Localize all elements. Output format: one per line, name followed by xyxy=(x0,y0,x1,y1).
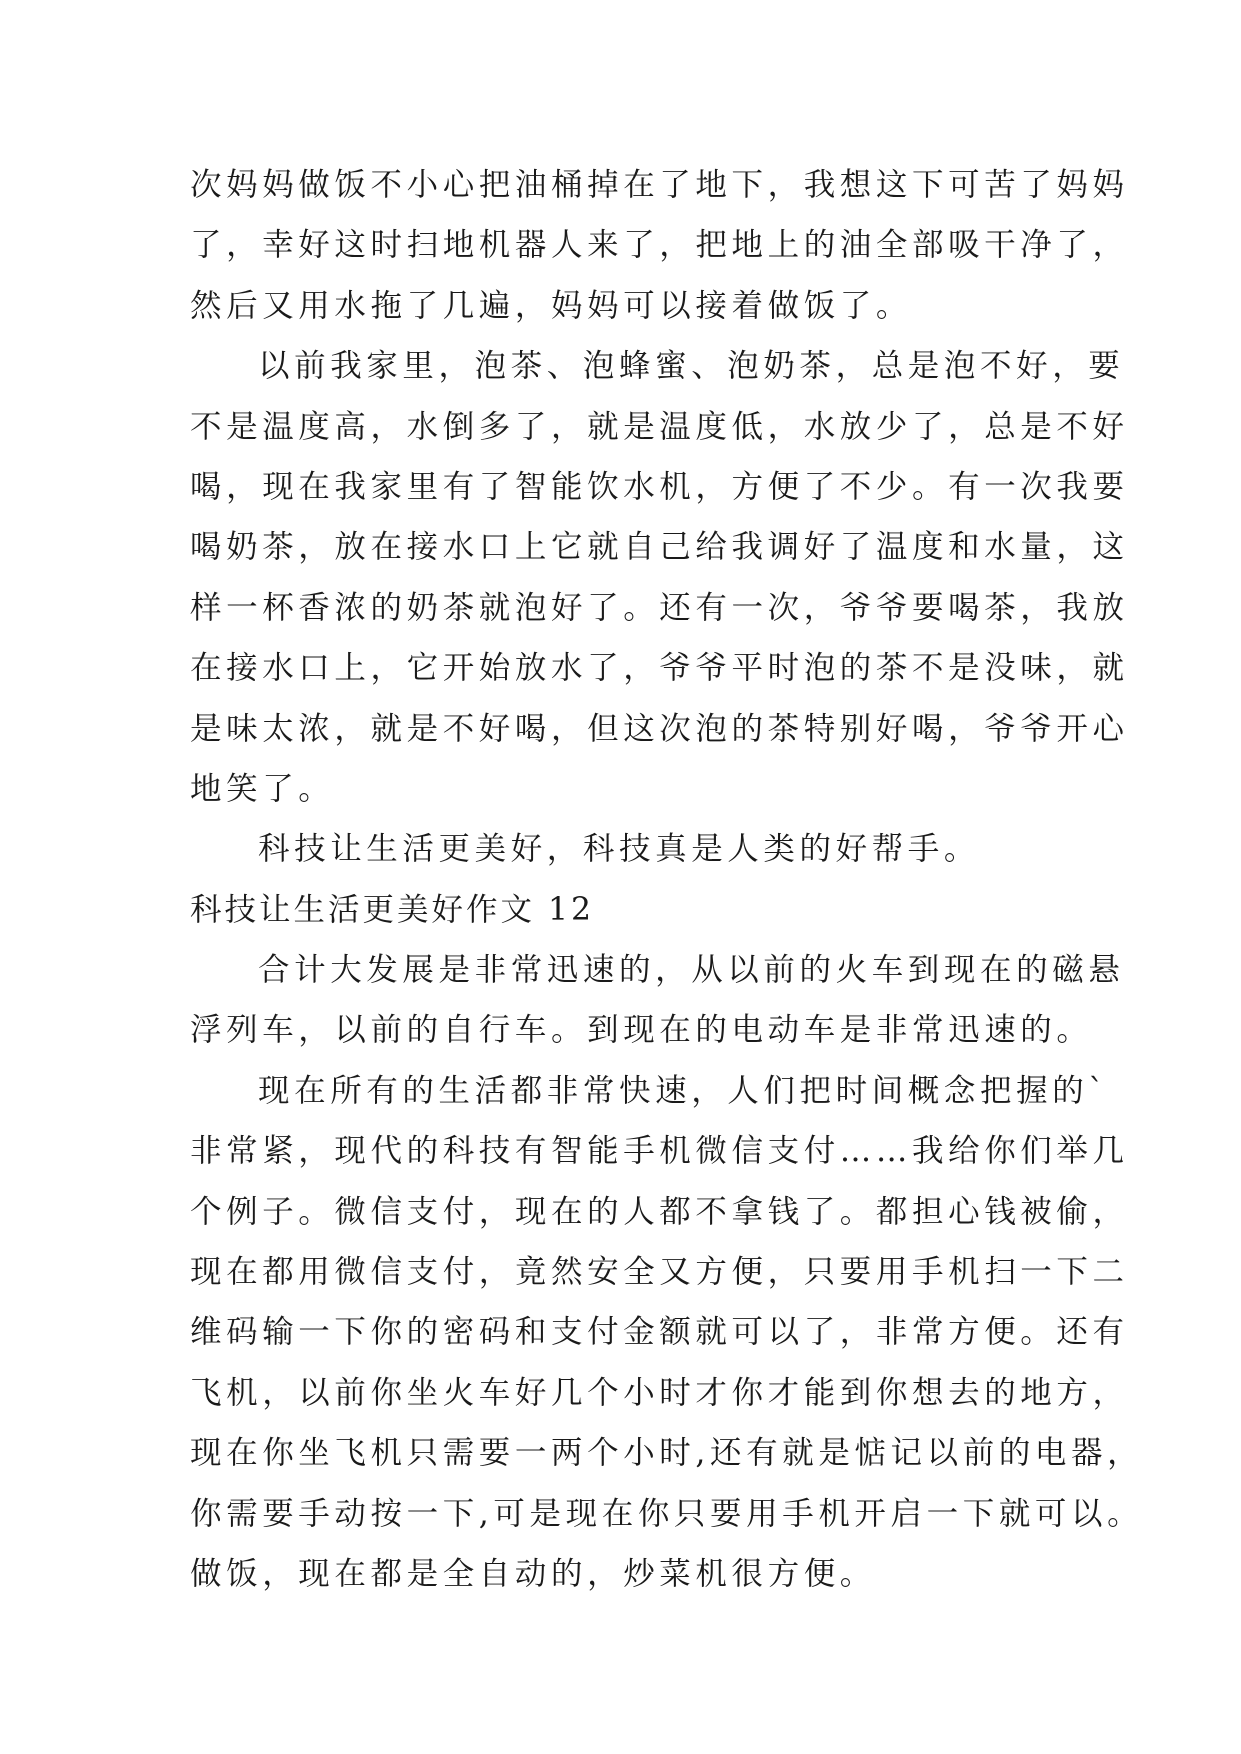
text-line: 浮列车，以前的自行车。到现在的电动车是非常迅速的。 xyxy=(190,1012,1093,1049)
text-line: 然后又用水拖了几遍，妈妈可以接着做饭了。 xyxy=(190,287,913,324)
text-line: 样一杯香浓的奶茶就泡好了。还有一次，爷爷要喝茶，我放 xyxy=(190,589,1129,626)
text-line: 你需要手动按一下,可是现在你只要用手机开启一下就可以。 xyxy=(190,1495,1144,1532)
document-body xyxy=(190,155,1144,1604)
text-line: 不是温度高，水倒多了，就是温度低，水放少了，总是不好 xyxy=(190,408,1129,445)
paragraph-start-line: 以前我家里，泡茶、泡蜂蜜、泡奶茶，总是泡不好，要 xyxy=(258,348,1125,385)
text-line: 非常紧，现代的科技有智能手机微信支付……我给你们举几 xyxy=(190,1133,1129,1170)
text-line: 喝，现在我家里有了智能饮水机，方便了不少。有一次我要 xyxy=(190,468,1129,505)
text-line: 次妈妈做饭不小心把油桶掉在了地下，我想这下可苦了妈妈 xyxy=(190,167,1129,203)
paragraph-start-line: 合计大发展是非常迅速的，从以前的火车到现在的磁悬 xyxy=(258,952,1125,989)
text-line: 喝奶茶，放在接水口上它就自己给我调好了温度和水量，这 xyxy=(190,529,1129,566)
paragraph-start-line: 现在所有的生活都非常快速，人们把时间概念把握的` xyxy=(258,1072,1109,1109)
text-line: 维码输一下你的密码和支付金额就可以了，非常方便。还有 xyxy=(190,1314,1129,1351)
paragraph-start-line: 科技让生活更美好，科技真是人类的好帮手。 xyxy=(258,831,981,868)
text-line: 飞机，以前你坐火车好几个小时才你才能到你想去的地方， xyxy=(190,1374,1129,1411)
text-line: 现在都用微信支付，竟然安全又方便，只要用手机扫一下二 xyxy=(190,1254,1129,1291)
text-line: 地笑了。 xyxy=(190,770,335,807)
section-heading: 科技让生活更美好作文 12 xyxy=(190,891,595,928)
text-line: 做饭，现在都是全自动的，炒菜机很方便。 xyxy=(190,1555,876,1592)
text-line: 在接水口上，它开始放水了，爷爷平时泡的茶不是没味，就 xyxy=(190,650,1129,687)
text-line: 是味太浓，就是不好喝，但这次泡的茶特别好喝，爷爷开心 xyxy=(190,710,1129,747)
text-line: 了，幸好这时扫地机器人来了，把地上的油全部吸干净了， xyxy=(190,227,1129,264)
text-line: 现在你坐飞机只需要一两个小时,还有就是惦记以前的电器， xyxy=(190,1435,1144,1472)
text-line: 个例子。微信支付，现在的人都不拿钱了。都担心钱被偷， xyxy=(190,1193,1129,1230)
